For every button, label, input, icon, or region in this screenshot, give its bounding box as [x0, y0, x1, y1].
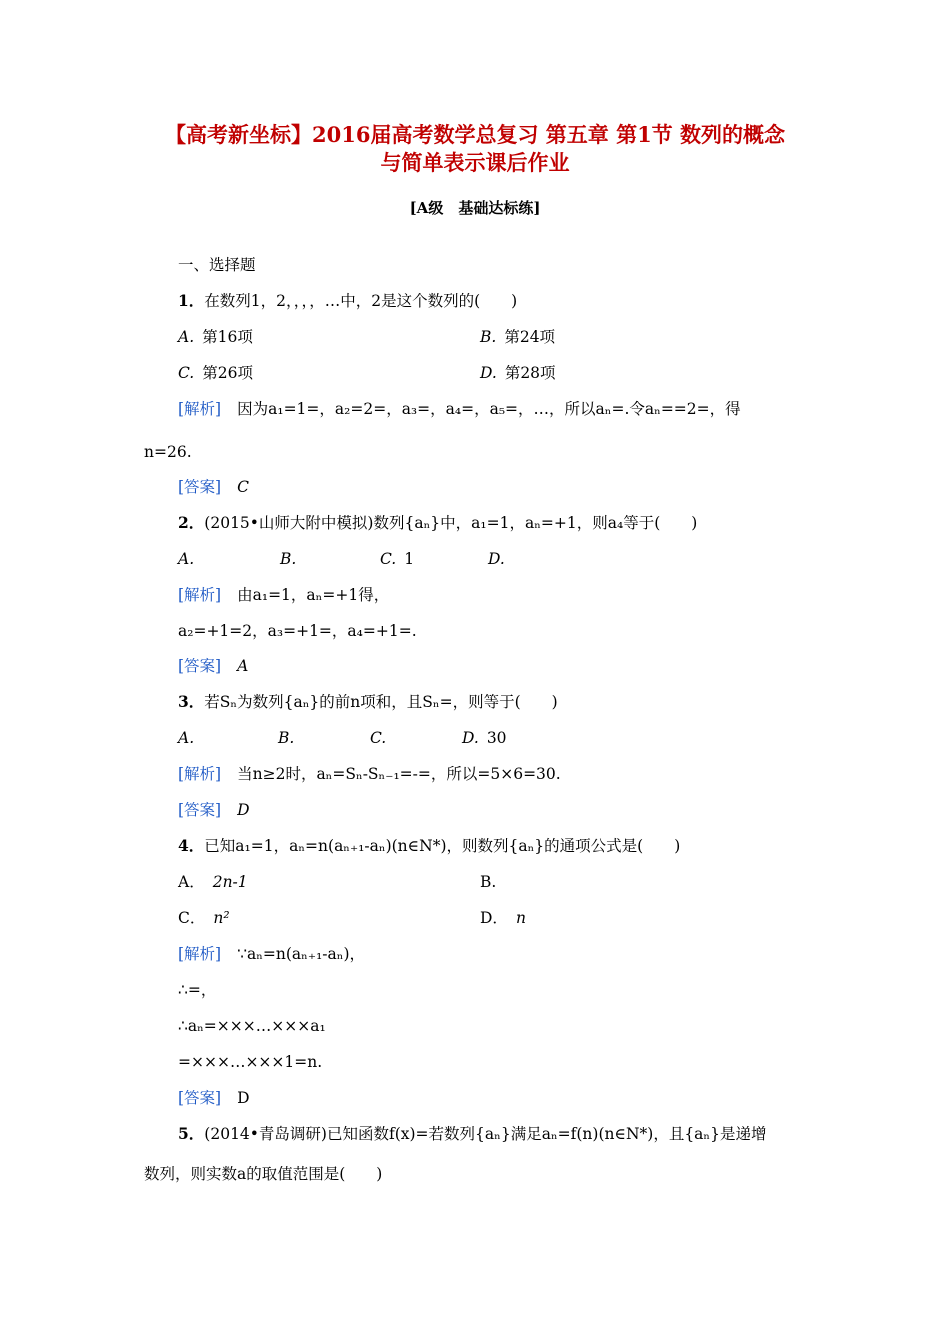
option-text: 第26项	[202, 364, 253, 382]
q4-answer	[178, 1087, 250, 1109]
option-text: 第16项	[202, 328, 253, 346]
q4-option-b	[480, 871, 504, 893]
option-text: n²	[213, 909, 230, 927]
option-letter: C.	[370, 729, 387, 747]
q1-option-b	[480, 326, 555, 348]
q1-analysis-cont: n=26.	[144, 443, 192, 461]
q3-option-d	[462, 727, 507, 749]
option-letter: A.	[178, 550, 195, 568]
answer-value: A	[237, 657, 249, 675]
q4-option-c	[178, 907, 230, 929]
q1-option-a	[178, 326, 253, 348]
option-text: 30	[486, 729, 507, 747]
question-4	[178, 835, 680, 857]
answer-tag: [答案]	[178, 1089, 222, 1107]
answer-value: D	[237, 1089, 250, 1107]
option-letter: C.	[178, 364, 195, 382]
q4-analysis-line3: ∴aₙ=×××…×××a₁	[178, 1017, 326, 1035]
question-number: 4．	[178, 836, 205, 855]
q4-analysis-line2: ∴=，	[178, 981, 217, 999]
option-letter: A.	[178, 729, 195, 747]
question-3	[178, 691, 558, 713]
option-letter: C．	[178, 909, 206, 927]
q1-answer	[178, 476, 249, 498]
q4-option-a	[178, 871, 248, 893]
analysis-text: 当n≥2时，aₙ=Sₙ-Sₙ₋₁=-=，所以=5×6=30.	[237, 765, 561, 783]
q1-option-d	[480, 362, 556, 384]
question-1	[178, 290, 517, 312]
question-number: 3．	[178, 692, 205, 711]
q3-analysis	[178, 763, 561, 785]
option-text: 第24项	[504, 328, 556, 346]
option-letter: D.	[488, 550, 505, 568]
question-5-cont: 数列，则实数a的取值范围是( )	[144, 1165, 383, 1183]
q1-option-c	[178, 362, 253, 384]
answer-tag: [答案]	[178, 657, 222, 675]
question-stem: 若Sₙ为数列{aₙ}的前n项和，且Sₙ=，则等于( )	[204, 693, 558, 711]
analysis-text: 因为a₁=1=，a₂=2=，a₃=，a₄=，a₅=，…，所以aₙ=.令aₙ==2=，得	[237, 400, 741, 418]
answer-tag: [答案]	[178, 478, 222, 496]
question-number: 2．	[178, 513, 205, 532]
option-letter: A．	[178, 873, 205, 891]
option-letter: B.	[278, 729, 295, 747]
question-stem: 已知a₁=1，aₙ=n(aₙ₊₁-aₙ)(n∈N*)，则数列{aₙ}的通项公式是( )	[204, 837, 681, 855]
q3-option-b	[278, 727, 302, 749]
answer-value: D	[237, 801, 250, 819]
q1-analysis	[178, 398, 741, 420]
q2-option-d	[488, 548, 513, 570]
option-letter: B.	[280, 550, 297, 568]
q3-answer	[178, 799, 250, 821]
option-letter: C.	[380, 550, 397, 568]
q4-analysis-line4: =×××…×××1=n.	[178, 1053, 323, 1071]
option-text: 2n-1	[212, 873, 248, 891]
q4-option-d	[480, 907, 526, 929]
level-heading: [A级 基础达标练]	[409, 199, 541, 217]
q4-analysis	[178, 943, 365, 965]
q2-option-c	[380, 548, 414, 570]
option-letter: D.	[462, 729, 479, 747]
analysis-text: 由a₁=1，aₙ=+1得，	[237, 586, 390, 604]
option-letter: D.	[480, 364, 497, 382]
answer-tag: [答案]	[178, 801, 222, 819]
q2-analysis	[178, 584, 389, 606]
option-text: 1	[404, 550, 415, 568]
option-letter: A.	[178, 328, 195, 346]
option-letter: B.	[480, 328, 497, 346]
option-letter: D．	[480, 909, 508, 927]
option-text: n	[515, 909, 526, 927]
q3-option-a	[178, 727, 202, 749]
q3-option-c	[370, 727, 394, 749]
question-number: 5．	[178, 1124, 205, 1143]
analysis-tag: [解析]	[178, 765, 222, 783]
document-title-line1: 【高考新坐标】2016届高考数学总复习 第五章 第1节 数列的概念	[165, 122, 785, 147]
question-stem: (2014•青岛调研)已知函数f(x)=若数列{aₙ}满足aₙ=f(n)(n∈N*)，且{aₙ}是递增	[204, 1125, 767, 1143]
option-letter: B.	[480, 873, 497, 891]
question-2	[178, 512, 697, 534]
q2-option-a	[178, 548, 202, 570]
analysis-tag: [解析]	[178, 945, 222, 963]
question-5	[178, 1123, 767, 1145]
analysis-text: ∵aₙ=n(aₙ₊₁-aₙ)，	[237, 945, 366, 963]
q2-answer	[178, 655, 248, 677]
analysis-tag: [解析]	[178, 586, 222, 604]
document-title-line2: 与简单表示课后作业	[380, 150, 570, 175]
question-number: 1．	[178, 291, 205, 310]
question-stem: 在数列1，2，，，，…中，2是这个数列的( )	[204, 292, 518, 310]
question-stem: (2015•山师大附中模拟)数列{aₙ}中，a₁=1，aₙ=+1，则a₄等于( )	[204, 514, 698, 532]
q2-option-b	[280, 548, 304, 570]
answer-value: C	[237, 478, 249, 496]
section-heading: 一、选择题	[178, 256, 256, 274]
analysis-tag: [解析]	[178, 400, 222, 418]
q2-analysis-cont: a₂=+1=2，a₃=+1=，a₄=+1=.	[178, 622, 417, 640]
option-text: 第28项	[504, 364, 556, 382]
